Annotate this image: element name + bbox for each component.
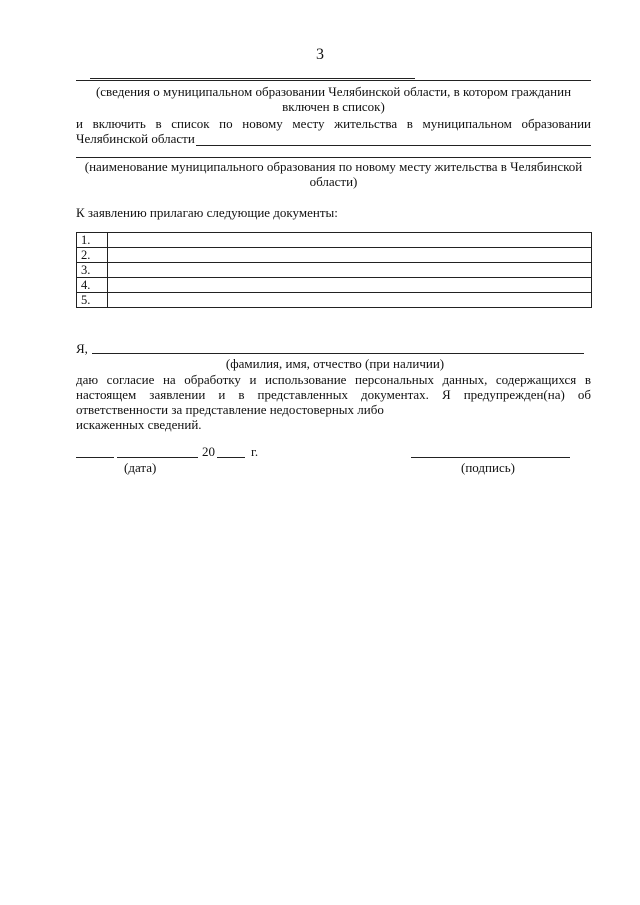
table-row xyxy=(77,278,592,293)
documents-intro: К заявлению прилагаю следующие документы: xyxy=(76,205,338,220)
document-cell[interactable] xyxy=(108,233,592,248)
date-year-line[interactable] xyxy=(217,457,245,458)
consent-line2: настоящем заявлении и в представленных документах. Я предупрежден(на) об xyxy=(76,387,591,402)
row-number: 2. xyxy=(77,248,108,263)
municipality-field-line-short xyxy=(90,78,415,79)
municipality-caption-line1: (сведения о муниципальном образовании Челябинской области, в котором гражданин xyxy=(95,84,572,99)
table-row xyxy=(77,248,592,263)
consent-line1: даю согласие на обработку и использование персональных данных, содержащихся в xyxy=(76,372,591,387)
new-municipality-field-line[interactable] xyxy=(76,157,591,158)
include-text-line2: Челябинской области xyxy=(76,131,195,146)
row-number: 3. xyxy=(77,263,108,278)
document-cell[interactable] xyxy=(108,278,592,293)
document-cell[interactable] xyxy=(108,293,592,308)
page-number: 3 xyxy=(316,46,324,63)
consent-line3: ответственности за представление недостоверных либо xyxy=(76,402,384,417)
signature-caption: (подпись) xyxy=(461,460,515,475)
consent-line4: искаженных сведений. xyxy=(76,417,202,432)
table-row xyxy=(77,233,592,248)
fio-caption: (фамилия, имя, отчество (при наличии) xyxy=(225,356,445,371)
municipality-caption-line2: включен в список) xyxy=(282,99,385,114)
document-cell[interactable] xyxy=(108,263,592,278)
date-month-line[interactable] xyxy=(117,457,198,458)
new-municipality-caption-line1: (наименование муниципального образования по новому месту жительства в Челябинской xyxy=(84,159,583,174)
new-municipality-caption-line2: области) xyxy=(309,174,358,189)
i-label: Я, xyxy=(76,341,88,356)
fio-field-line[interactable] xyxy=(92,353,584,354)
document-cell[interactable] xyxy=(108,248,592,263)
date-year-prefix: 20 xyxy=(202,444,215,459)
row-number: 4. xyxy=(77,278,108,293)
documents-table xyxy=(76,232,592,308)
table-row xyxy=(77,293,592,308)
year-suffix: г. xyxy=(251,444,259,459)
row-number: 5. xyxy=(77,293,108,308)
date-caption: (дата) xyxy=(124,460,157,475)
table-row xyxy=(77,263,592,278)
signature-line[interactable] xyxy=(411,457,570,458)
municipality-field-line[interactable] xyxy=(76,80,591,81)
include-text-line1: и включить в список по новому месту жительства в муниципальном образовании xyxy=(76,116,591,131)
date-day-line[interactable] xyxy=(76,457,114,458)
row-number: 1. xyxy=(77,233,108,248)
include-field-line[interactable] xyxy=(196,145,591,146)
